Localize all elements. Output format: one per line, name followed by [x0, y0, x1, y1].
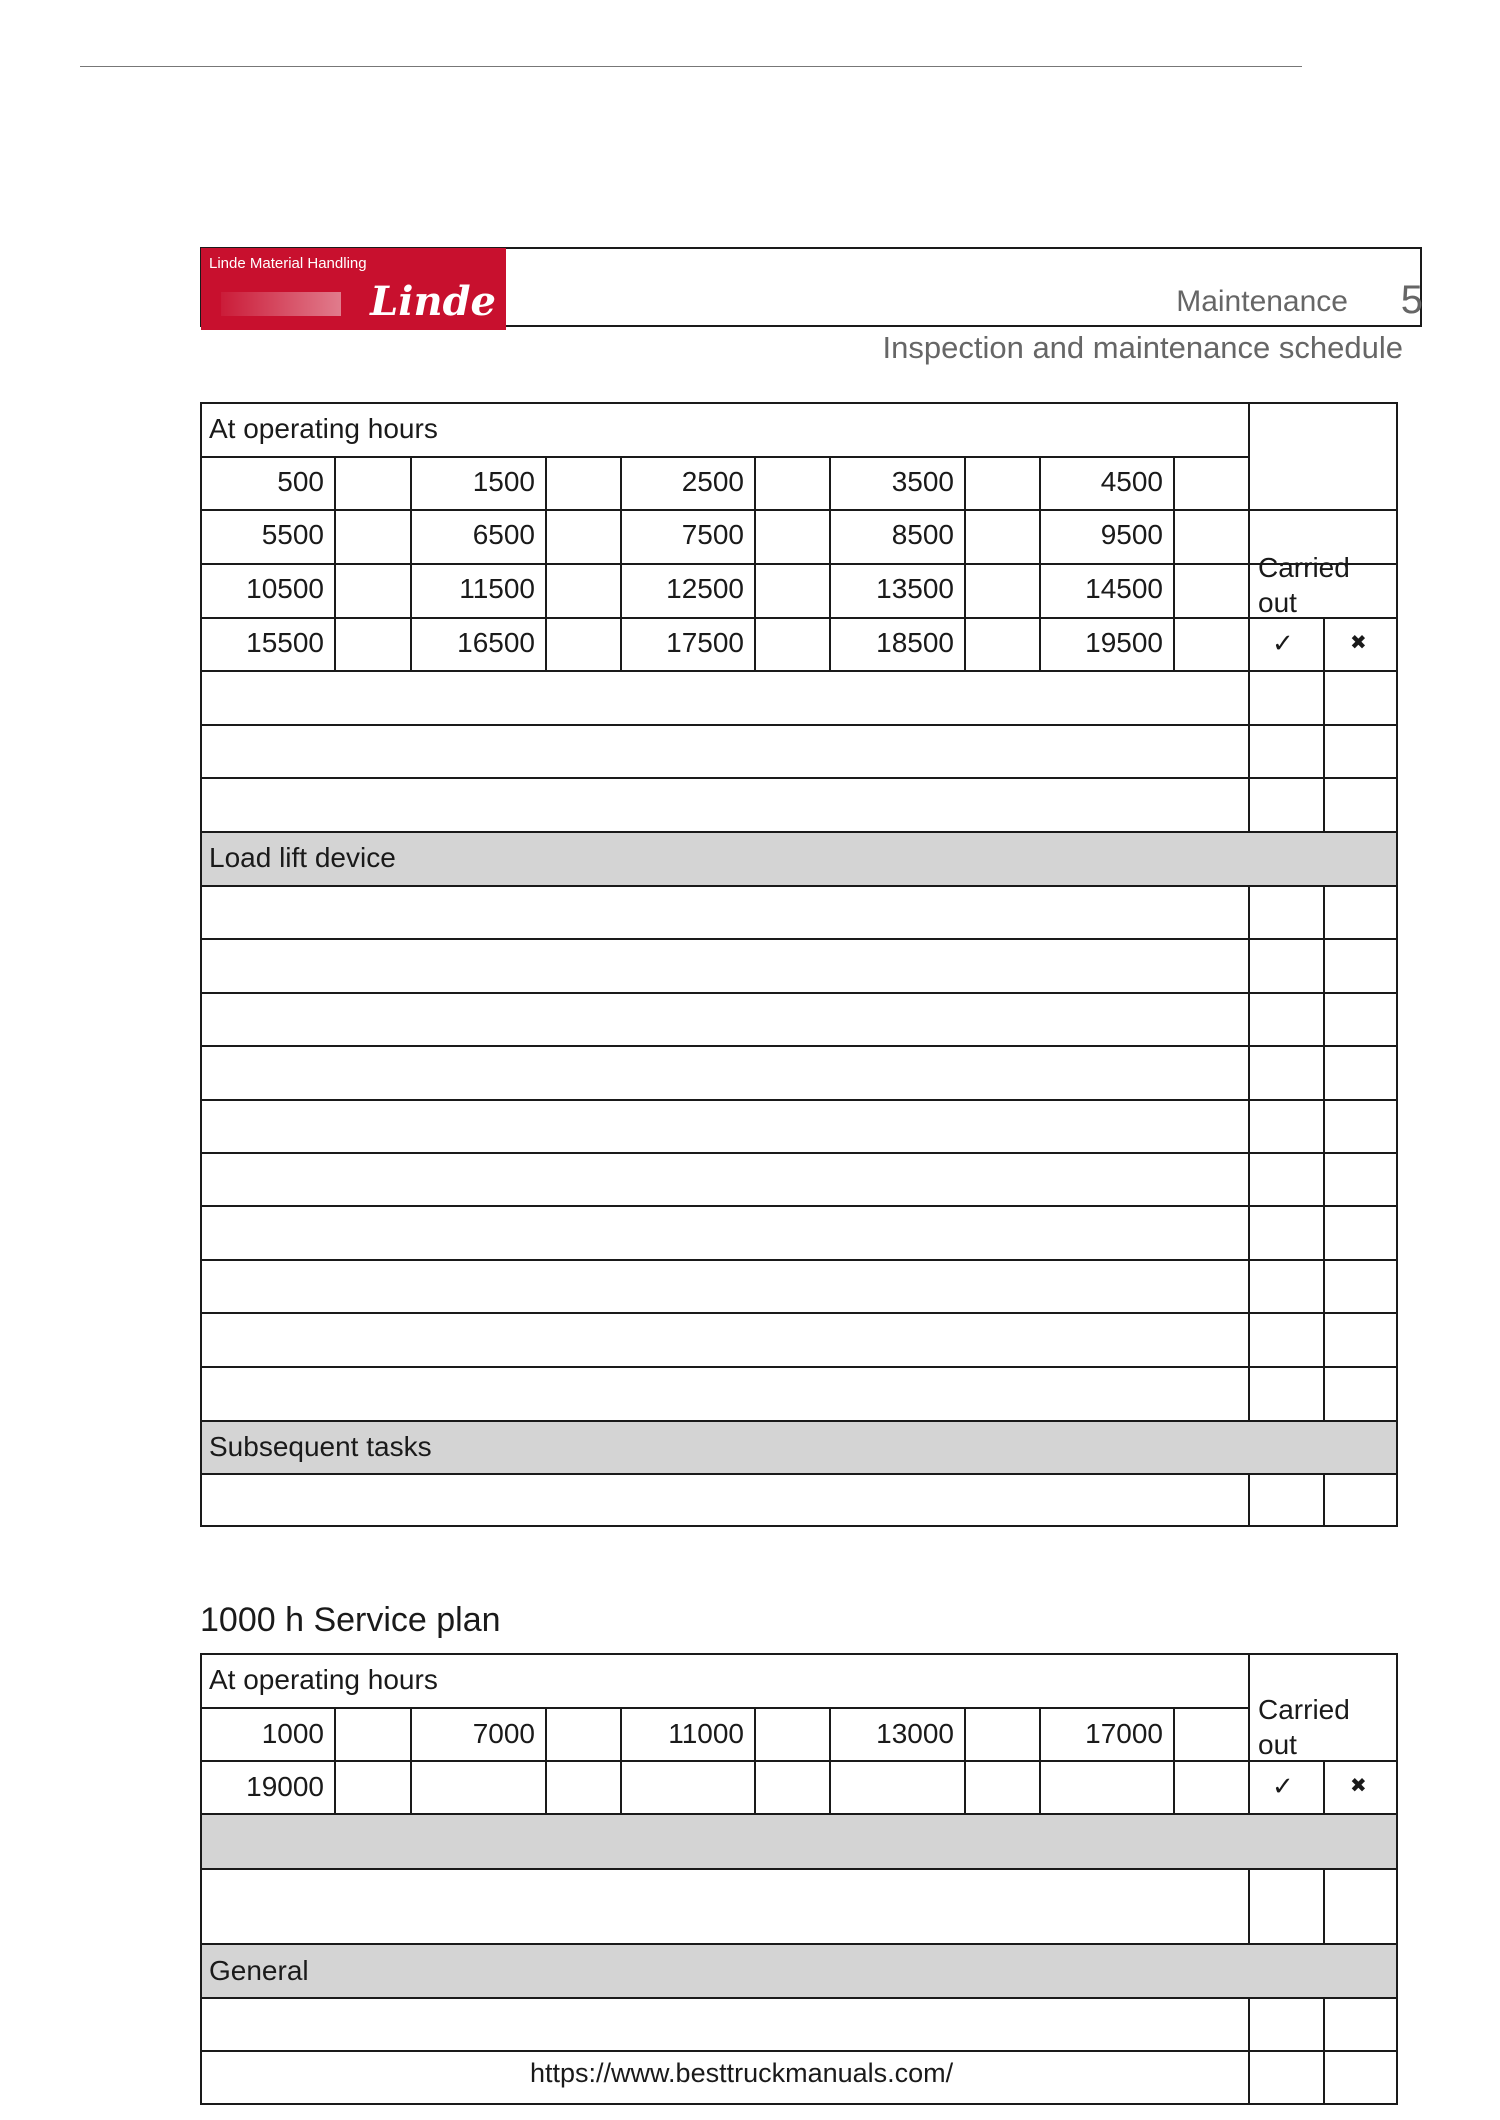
row-divider: [200, 777, 1398, 779]
column-divider: [620, 456, 622, 670]
column-divider: [1039, 456, 1041, 670]
row-divider: [200, 1997, 1398, 1999]
carried-out-divider: [1248, 1653, 1250, 1813]
carried-out-divider: [1248, 1997, 1250, 2105]
page-subtitle: Inspection and maintenance schedule: [882, 330, 1403, 365]
service-plan-title: 1000 h Service plan: [200, 1601, 501, 1639]
row-divider: [200, 724, 1398, 726]
operating-hours-value: 17500: [666, 627, 744, 658]
cross-icon: ✖: [1350, 1775, 1367, 1797]
operating-hours-value: 9500: [1100, 519, 1163, 550]
carried-out-divider: [1248, 1473, 1250, 1527]
operating-hours-value: 500: [277, 466, 324, 497]
check-column-divider: [1323, 1997, 1325, 2105]
row-divider: [200, 509, 1398, 511]
row-divider: [200, 1943, 1398, 1945]
operating-hours-value: 19500: [1085, 627, 1163, 658]
column-divider: [545, 456, 547, 670]
row-divider: [200, 1868, 1398, 1870]
check-column-divider: [1323, 1473, 1325, 1527]
operating-hours-value: 2500: [681, 466, 744, 497]
operating-hours-value: 7500: [681, 519, 744, 550]
row-divider: [200, 1205, 1398, 1207]
column-divider: [964, 456, 966, 670]
linde-logo: [201, 248, 506, 330]
table-heading: At operating hours: [209, 1664, 438, 1695]
footer-url: https://www.besttruckmanuals.com/: [530, 2058, 954, 2088]
logo-wordmark: Linde: [370, 278, 496, 325]
carried-out-divider: [1248, 402, 1250, 831]
column-divider: [334, 1707, 336, 1813]
row-divider: [200, 2050, 1398, 2052]
operating-hours-value: 17000: [1085, 1718, 1163, 1749]
check-icon: ✓: [1272, 628, 1294, 658]
operating-hours-value: 13000: [876, 1718, 954, 1749]
column-divider: [1173, 1707, 1175, 1813]
column-divider: [964, 1707, 966, 1813]
table-frame: [200, 402, 1398, 1527]
column-divider: [620, 1707, 622, 1813]
operating-hours-value: 16500: [457, 627, 535, 658]
operating-hours-value: 19000: [246, 1771, 324, 1802]
row-divider: [200, 1473, 1398, 1475]
check-column-divider: [1323, 1868, 1325, 1943]
operating-hours-value: 10500: [246, 573, 324, 604]
column-divider: [410, 1707, 412, 1813]
carried-out-divider: [1248, 1868, 1250, 1943]
row-divider: [200, 1045, 1398, 1047]
column-divider: [1173, 456, 1175, 670]
column-divider: [829, 456, 831, 670]
operating-hours-value: 4500: [1100, 466, 1163, 497]
operating-hours-value: 13500: [876, 573, 954, 604]
column-divider: [410, 456, 412, 670]
section-general: General: [209, 1955, 309, 1986]
operating-hours-value: 6500: [472, 519, 535, 550]
row-divider: [200, 1760, 1398, 1762]
row-divider: [200, 1099, 1398, 1101]
section-load-lift-device: Load lift device: [209, 842, 396, 873]
row-divider: [200, 1707, 1248, 1709]
row-divider: [200, 456, 1248, 458]
carried-out-label: Carried out: [1258, 1694, 1350, 1760]
cross-icon: ✖: [1350, 632, 1367, 654]
operating-hours-value: 1000: [261, 1718, 324, 1749]
check-column-divider: [1323, 1760, 1325, 1813]
column-divider: [754, 456, 756, 670]
operating-hours-value: 11000: [668, 1718, 744, 1749]
row-divider: [200, 1813, 1398, 1815]
carried-out-divider: [1248, 885, 1250, 1420]
row-divider: [200, 563, 1398, 565]
operating-hours-value: 14500: [1085, 573, 1163, 604]
operating-hours-value: 7000: [472, 1718, 535, 1749]
operating-hours-value: 18500: [876, 627, 954, 658]
check-column-divider: [1323, 885, 1325, 1420]
row-divider: [200, 885, 1398, 887]
check-column-divider: [1323, 617, 1325, 831]
column-divider: [334, 456, 336, 670]
table-heading: At operating hours: [209, 413, 438, 444]
row-divider: [200, 1259, 1398, 1261]
logo-tagline: Linde Material Handling: [209, 255, 367, 272]
operating-hours-value: 15500: [246, 627, 324, 658]
operating-hours-value: 5500: [261, 519, 324, 550]
table-frame: [200, 1653, 1398, 2105]
row-divider: [200, 1152, 1398, 1154]
chapter-number: 5: [1400, 278, 1423, 322]
operating-hours-value: 1500: [472, 466, 535, 497]
column-divider: [829, 1707, 831, 1813]
row-divider: [200, 1420, 1398, 1422]
operating-hours-value: 11500: [459, 573, 535, 604]
row-divider: [200, 670, 1398, 672]
column-divider: [754, 1707, 756, 1813]
column-divider: [1039, 1707, 1041, 1813]
row-divider: [200, 1366, 1398, 1368]
section-title: Maintenance: [1176, 285, 1348, 318]
row-divider: [200, 1312, 1398, 1314]
section-subsequent-tasks: Subsequent tasks: [209, 1431, 432, 1462]
check-icon: ✓: [1272, 1771, 1294, 1801]
operating-hours-value: 8500: [891, 519, 954, 550]
row-divider: [200, 831, 1398, 833]
column-divider: [545, 1707, 547, 1813]
row-divider: [200, 938, 1398, 940]
operating-hours-value: 12500: [666, 573, 744, 604]
logo-decoration: [221, 292, 341, 316]
row-divider: [200, 617, 1398, 619]
top-divider: [80, 66, 1302, 67]
carried-out-label: Carried out: [1258, 552, 1350, 618]
row-divider: [200, 992, 1398, 994]
operating-hours-value: 3500: [891, 466, 954, 497]
